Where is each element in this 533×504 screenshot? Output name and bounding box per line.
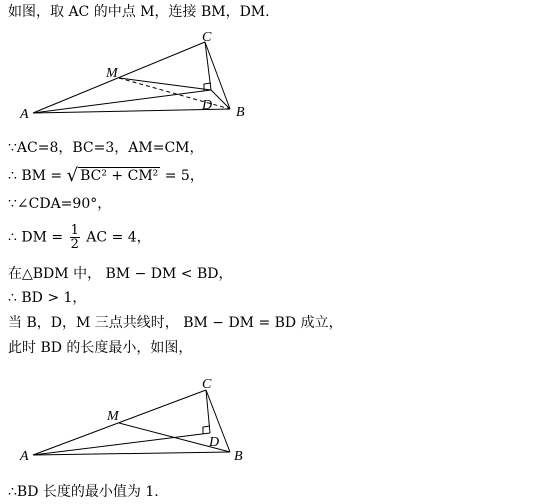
fig1-label-a: A <box>20 107 29 122</box>
fig2-segment-ab <box>33 452 230 455</box>
fig2-label-m: M <box>107 409 119 424</box>
step-4 <box>8 224 151 251</box>
step-8: 此时 BD 的长度最小，如图， <box>8 340 193 356</box>
fig2-label-d: D <box>209 435 220 450</box>
step-7: 当 B，D，M 三点共线时， BM − DM = BD 成立， <box>8 315 343 331</box>
conclusion: ∴BD 长度的最小值为 1. <box>8 484 159 500</box>
fig2-segment-ac <box>33 390 206 455</box>
fig1-segment-md <box>119 78 211 90</box>
step-2-radicand: BC² + CM² <box>80 168 159 184</box>
fig2-segment-ad <box>33 433 210 455</box>
fraction-denominator: 2 <box>70 237 79 252</box>
figure-1 <box>0 28 533 138</box>
sqrt-sign: √ <box>66 165 79 186</box>
fig2-label-c: C <box>202 377 212 392</box>
fig1-label-m: M <box>106 66 118 81</box>
fig1-label-c: C <box>202 30 212 45</box>
fraction-numerator: 1 <box>70 223 79 238</box>
fig2-label-a: A <box>20 449 29 464</box>
step-2-lhs: ∴ BM = <box>8 168 63 184</box>
fig1-dashed-mb <box>119 78 230 109</box>
figure-2 <box>0 372 533 472</box>
fraction-one-half <box>70 224 80 251</box>
step-3: ∵∠CDA=90°， <box>8 196 112 212</box>
step-2-rhs: = 5， <box>164 168 204 184</box>
fig1-label-d: D <box>202 98 213 113</box>
step-1: ∵AC=8，BC=3，AM=CM， <box>8 140 204 156</box>
fig1-label-b: B <box>236 105 245 120</box>
step-4-rhs: AC = 4， <box>86 229 151 246</box>
step-2 <box>8 165 204 186</box>
step-6: ∴ BD > 1， <box>8 290 87 306</box>
step-5: 在△BDM 中， BM − DM < BD， <box>8 266 233 282</box>
step-4-lhs: ∴ DM = <box>8 229 64 246</box>
intro-text: 如图，取 AC 的中点 M，连接 BM，DM. <box>8 4 270 20</box>
fig2-label-b: B <box>234 449 243 464</box>
